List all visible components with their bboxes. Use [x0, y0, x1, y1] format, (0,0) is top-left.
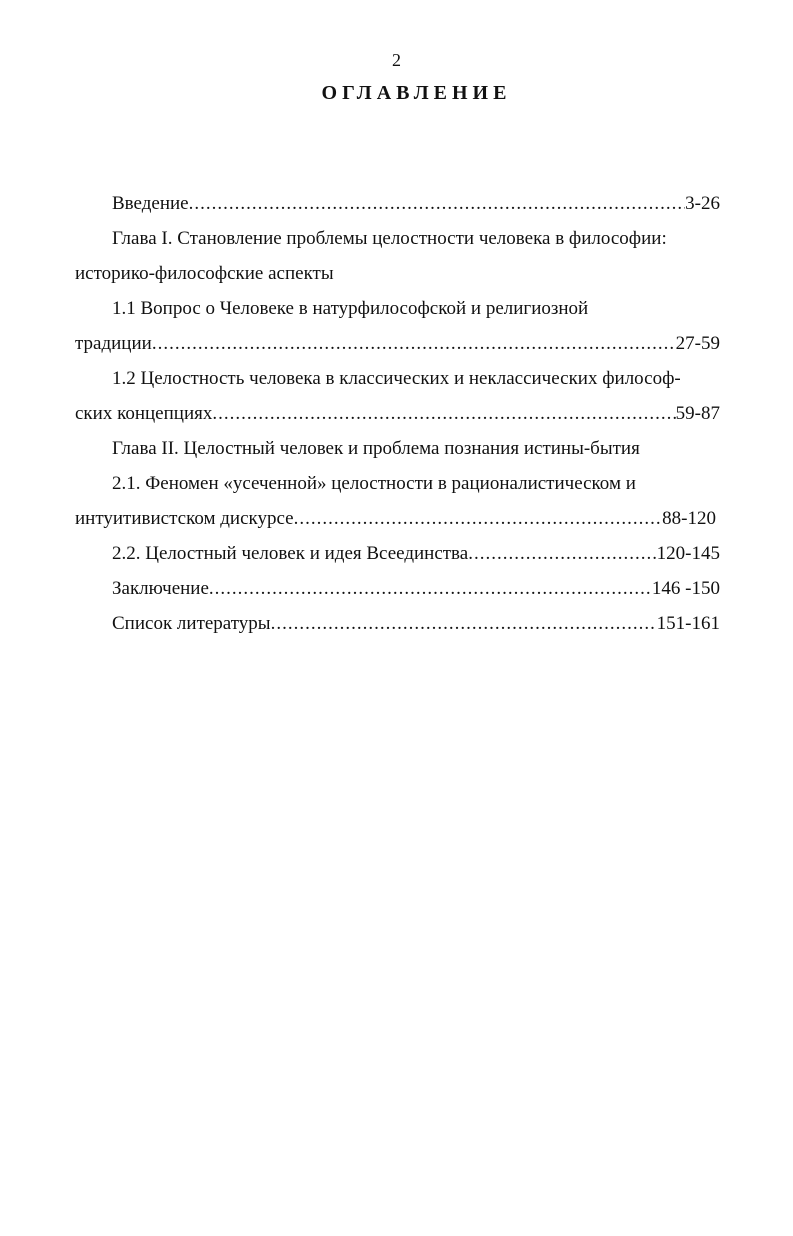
dot-leader	[468, 536, 656, 571]
toc-entry-pages: 3-26	[685, 193, 720, 214]
toc-section-1-2-line-2	[75, 396, 720, 431]
toc-chapter-2-line-1: Глава II. Целостный человек и проблема познания истины-бытия	[112, 438, 640, 459]
toc-section-1-1-line-2	[75, 326, 720, 361]
dot-leader	[189, 186, 686, 221]
toc-entry-label: ских концепциях	[75, 403, 213, 424]
toc-entry-pages: 151-161	[656, 613, 720, 634]
toc-entry-label: Заключение	[112, 578, 209, 599]
toc-entry-intro	[75, 186, 720, 221]
toc-section-1-1-line-1: 1.1 Вопрос о Человеке в натурфилософской и религиозной	[112, 298, 589, 319]
toc-section-2-1-line-2	[75, 501, 720, 536]
toc-entry-pages: 146 -150	[651, 578, 720, 599]
dot-leader	[271, 606, 657, 641]
toc-entry-label: интуитивистском дискурсе	[75, 508, 294, 529]
dot-leader	[152, 326, 676, 361]
toc-entry-label: Список литературы	[112, 613, 271, 634]
table-of-contents	[75, 186, 720, 641]
page-number: 2	[392, 50, 401, 70]
page-title: ОГЛАВЛЕНИЕ	[321, 82, 512, 104]
toc-entry-label: 2.2. Целостный человек и идея Всеединства	[112, 543, 469, 564]
toc-entry-pages: 27-59	[675, 333, 720, 354]
dot-leader	[209, 571, 652, 606]
dot-leader	[212, 396, 675, 431]
toc-section-2-1-line-1: 2.1. Феномен «усеченной» целостности в рационалистическом и	[112, 473, 636, 494]
toc-section-1-2-line-1: 1.2 Целостность человека в классических и неклассических философ-	[112, 368, 681, 389]
toc-chapter-1-line-2: историко-философские аспекты	[75, 263, 334, 284]
toc-entry-label: традиции	[75, 333, 152, 354]
toc-entry-pages: 120-145	[656, 543, 720, 564]
toc-entry-bibliography	[75, 606, 720, 641]
toc-entry-pages: 59-87	[675, 403, 720, 424]
toc-section-2-2	[75, 536, 720, 571]
toc-entry-label: Введение	[112, 193, 189, 214]
toc-entry-pages: 88-120	[662, 508, 716, 529]
toc-chapter-1-line-1: Глава I. Становление проблемы целостности человека в философии:	[112, 228, 667, 249]
dot-leader	[294, 501, 663, 536]
toc-entry-conclusion	[75, 571, 720, 606]
